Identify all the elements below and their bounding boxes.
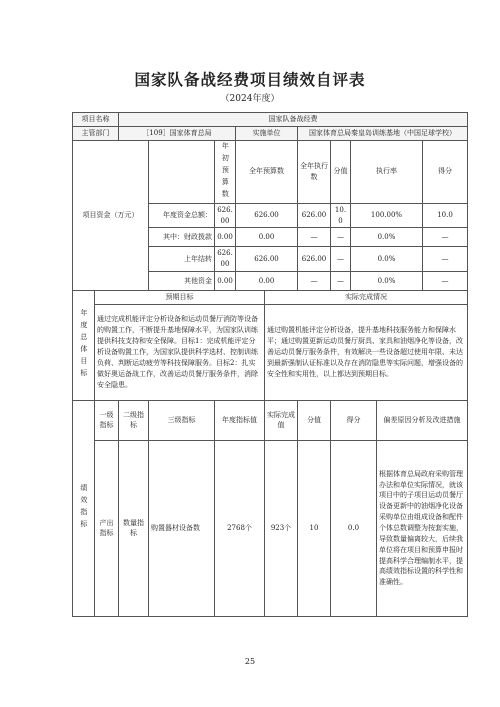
funds-row-rate: 0.0% (351, 247, 423, 272)
funds-row-exec: — (298, 228, 331, 247)
funds-header-exec: 全年执行数 (298, 140, 331, 203)
expected-goal-header: 预期目标 (95, 291, 265, 305)
indicator-deviation: 根据体育总局政府采购管理办法和单位实际情况，就该项目中的子项目运动员餐厅设备更新中的油烟净化设备采购单位由组成设备和配件个体总数调整为按套实施，导致数量偏离较大，后续我单位将在项目和预算申报时提高科学合理编制水平，提高绩效指标设置的科学性和准确性。 (377, 440, 468, 616)
indicator-score: 0.0 (331, 440, 377, 616)
indicator-level1: 产出指标 (95, 440, 119, 616)
page-title: 国家队备战经费项目绩效自评表 (134, 70, 366, 89)
indicator-level3: 购置器材设备数 (149, 440, 215, 616)
funds-header-score-value: 分值 (331, 140, 351, 203)
implementing-unit-value: 国家体育总局秦皇岛训练基地（中国足球学校） (298, 126, 468, 140)
funds-row-exec: 626.00 (298, 247, 331, 272)
indicator-header-score-value: 分值 (298, 400, 331, 440)
funds-row-full: 0.00 (236, 272, 298, 291)
funds-row-score: 10.0 (423, 203, 468, 228)
actual-completion-header: 实际完成情况 (265, 291, 468, 305)
indicator-actual: 923个 (265, 440, 298, 616)
funds-row-full: 626.00 (236, 247, 298, 272)
project-name-label: 项目名称 (73, 113, 119, 127)
indicator-header-level1: 一级指标 (95, 400, 119, 440)
project-name-value: 国家队备战经费 (119, 113, 468, 127)
funds-row-initial: 0.00 (215, 272, 236, 291)
funds-row-rate: 0.0% (351, 228, 423, 247)
department-value: ［109］国家体育总局 (119, 126, 236, 140)
funds-header-rate: 执行率 (351, 140, 423, 203)
funds-row-full: 626.00 (236, 203, 298, 228)
year-subtitle: （2024年度） (220, 94, 280, 104)
indicator-header-deviation: 偏差原因分析及改进措施 (377, 400, 468, 440)
department-label: 主管部门 (73, 126, 119, 140)
funds-row-full: 0.00 (236, 228, 298, 247)
funds-row-score-value: — (331, 272, 351, 291)
funds-row-score: — (423, 228, 468, 247)
funds-row-name: 年度资金总额： (149, 203, 215, 228)
funds-row-score-value: 10.0 (331, 203, 351, 228)
funds-row-rate: 100.00% (351, 203, 423, 228)
funds-row-score: — (423, 272, 468, 291)
actual-completion-text: 通过购置机能评定分析设备，提升基地科技服务能力和保障水平；通过购置更新运动员餐厅厨具、家具和油烟净化等设备，改善运动员餐厅服务条件，有效解决一些设备超过使用年限、未达到最新强制认证标准以及存在消防隐患等实际问题，增强设备的安全性和实用性，以上都达到预期目标。 (265, 304, 468, 400)
page-number: 25 (244, 657, 256, 666)
indicators-label: 绩效指标 (73, 400, 95, 616)
funds-header-score: 得分 (423, 140, 468, 203)
implementing-unit-label: 实施单位 (236, 126, 298, 140)
indicator-header-actual: 实际完成值 (265, 400, 298, 440)
funds-row-initial: 626.00 (215, 247, 236, 272)
funds-row-score: — (423, 247, 468, 272)
indicator-level2: 数量指标 (119, 440, 149, 616)
funds-header-initial: 年初预算数 (215, 140, 236, 203)
indicator-header-target: 年度指标值 (215, 400, 265, 440)
funds-header-full: 全年预算数 (236, 140, 298, 203)
indicator-header-score: 得分 (331, 400, 377, 440)
funds-row-name: 其他资金 (149, 272, 215, 291)
funds-row-exec: — (298, 272, 331, 291)
indicator-header-level2: 二级指标 (119, 400, 149, 440)
expected-goal-text: 通过完成机能评定分析设备和运动员餐厅消防等设备的购置工作，不断提升基地保障水平，为国家队训练提供科技支持和安全保障。目标1：完成机能评定分析设备购置工作，为国家队提供科学选材、控制训练负荷、判断运动疲劳等科技保障服务。目标2：扎实做好奥运备战工作，改善运动员餐厅服务条件，消除安全隐患。 (95, 304, 265, 400)
indicator-score-value: 10 (298, 440, 331, 616)
indicator-target: 2768个 (215, 440, 265, 616)
performance-table (72, 112, 468, 617)
annual-goals-label: 年度总体目标 (73, 291, 95, 401)
funds-row-initial: 626.00 (215, 203, 236, 228)
funds-row-exec: 626.00 (298, 203, 331, 228)
funds-row-initial: 0.00 (215, 228, 236, 247)
funds-label: 项目资金（万元） (73, 140, 149, 290)
funds-row-rate: 0.0% (351, 272, 423, 291)
funds-row-score-value: — (331, 228, 351, 247)
funds-corner (149, 140, 215, 203)
funds-row-score-value: — (331, 247, 351, 272)
indicator-header-level3: 三级指标 (149, 400, 215, 440)
funds-row-name: 其中：财政拨款 (149, 228, 215, 247)
funds-row-name: 上年结转 (149, 247, 215, 272)
